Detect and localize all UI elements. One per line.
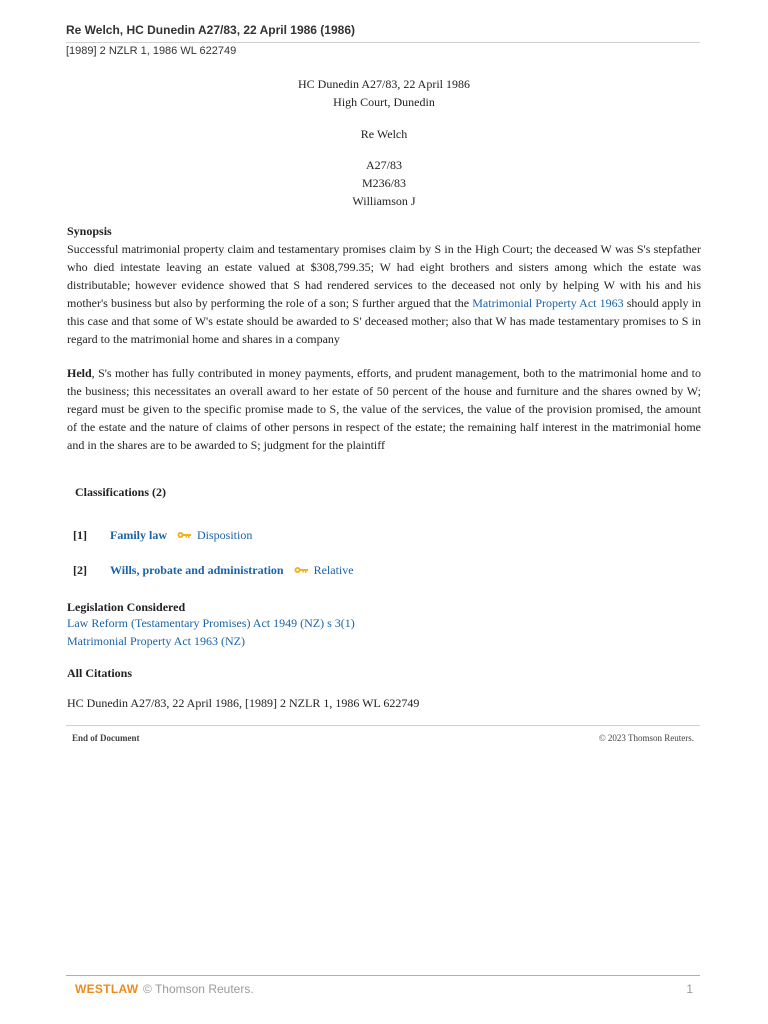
- legislation-item-matrimonial-property-link[interactable]: Matrimonial Property Act 1963 (NZ): [67, 634, 245, 648]
- classification-subcategory-link[interactable]: Relative: [313, 563, 354, 577]
- all-citations-text: HC Dunedin A27/83, 22 April 1986, [1989] 2 NZLR 1, 1986 WL 622749: [67, 696, 420, 710]
- page-number: 1: [686, 982, 693, 996]
- end-of-document-label: End of Document: [72, 733, 140, 743]
- synopsis-heading: Synopsis: [67, 224, 112, 238]
- caption-judge: Williamson J: [352, 194, 416, 208]
- document-copyright: © 2023 Thomson Reuters.: [598, 733, 694, 743]
- caption-case-name: Re Welch: [360, 127, 408, 141]
- legislation-item-testamentary-promises-link[interactable]: Law Reform (Testamentary Promises) Act 1949 (NZ) s 3(1): [67, 616, 355, 630]
- key-icon: [294, 563, 308, 578]
- synopsis-text-start: Successful matrimonial property claim and testamentary promises claim by S in the High Court; the deceased W was S's stepfather who died intestate leaving an estate valued at $308,799.35; W had eight brothers and sisters among which the estate was distributable; however evidence showed that S had rendered services to the deceased not only by helping W with his and his mother's business but also by performing the role of a son; S further argued that the: [67, 242, 701, 310]
- classification-row: [73, 563, 354, 578]
- held-paragraph: [67, 364, 701, 454]
- caption-court: High Court, Dunedin: [333, 95, 435, 109]
- footer-copyright: © Thomson Reuters.: [143, 982, 254, 996]
- classifications-heading: Classifications (2): [75, 485, 166, 499]
- synopsis-text: [67, 240, 701, 348]
- header-divider: [66, 42, 700, 43]
- classification-number: [1]: [73, 528, 87, 542]
- westlaw-logo: WESTLAW: [75, 982, 139, 996]
- classification-number: [2]: [73, 563, 87, 577]
- all-citations-heading: All Citations: [67, 666, 133, 680]
- held-text: , S's mother has fully contributed in money payments, efforts, and prudent management, both to the matrimonial home and to the business; this necessitates an overall award to her estate of 50 percent of the house and furniture and the shares owned by W; regard must be given to the specific promise made to S, the value of the services, the value of the provision promised, the amount of the estate and the nature of claims of other persons in respect of the estate; the remaining half interest in the matrimonial home and in the shares are to be awarded to S; judgment for the plaintiff: [67, 366, 701, 452]
- document-citation: [1989] 2 NZLR 1, 1986 WL 622749: [66, 45, 237, 57]
- held-label: Held: [67, 366, 92, 380]
- caption-number-2: M236/83: [361, 176, 406, 190]
- footer-divider: [66, 975, 700, 976]
- end-divider: [66, 725, 700, 726]
- legislation-heading: Legislation Considered: [67, 600, 186, 614]
- synopsis-text-end: should apply in this case and that some of W's estate should be awarded to S' deceased mother; also that W has made testamentary promises to S in regard to the matrimonial home and shares in a company: [67, 296, 702, 346]
- caption-number-1: A27/83: [366, 158, 402, 172]
- classification-subcategory-link[interactable]: Disposition: [197, 528, 253, 542]
- classification-category-link[interactable]: Wills, probate and administration: [110, 563, 284, 577]
- classification-category-link[interactable]: Family law: [110, 528, 167, 542]
- classification-row: [73, 528, 252, 543]
- document-title: Re Welch, HC Dunedin A27/83, 22 April 1986 (1986): [66, 23, 355, 37]
- caption-court-date: HC Dunedin A27/83, 22 April 1986: [297, 77, 470, 91]
- matrimonial-property-act-link[interactable]: Matrimonial Property Act 1963: [472, 296, 624, 310]
- key-icon: [177, 528, 191, 543]
